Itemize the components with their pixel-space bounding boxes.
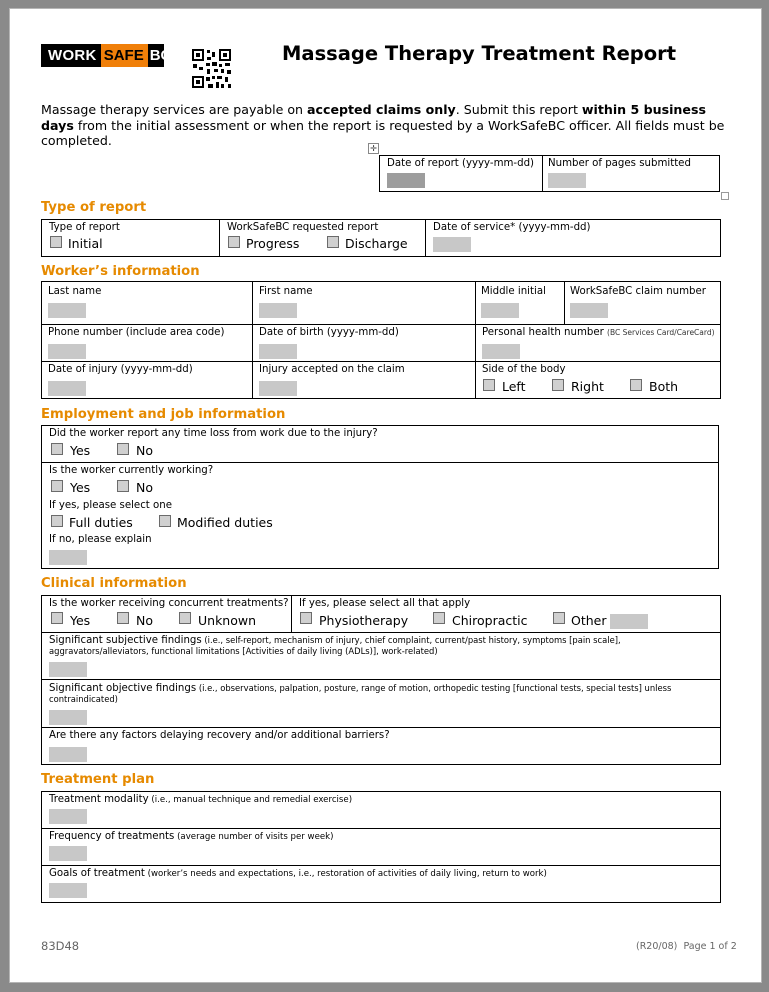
date-of-report-label: Date of report (yyyy-mm-dd) — [387, 158, 535, 169]
concurrent-no-checkbox[interactable] — [117, 612, 129, 624]
last-name-field[interactable] — [48, 303, 86, 318]
physiotherapy-checkbox[interactable] — [300, 612, 312, 624]
phn-note: (BC Services Card/CareCard) — [607, 328, 715, 337]
progress-checkbox[interactable] — [228, 236, 240, 248]
claim-number-field[interactable] — [570, 303, 608, 318]
chiropractic-label: Chiropractic — [452, 613, 528, 628]
last-name-label: Last name — [48, 286, 102, 297]
middle-initial-label: Middle initial — [481, 286, 546, 297]
right-checkbox[interactable] — [552, 379, 564, 391]
phone-field[interactable] — [48, 344, 86, 359]
section-clinical: Clinical information — [41, 576, 187, 591]
claim-number-label: WorkSafeBC claim number — [570, 286, 706, 297]
time-loss-question: Did the worker report any time loss from work due to the injury? — [49, 428, 378, 439]
concurrent-unknown-checkbox[interactable] — [179, 612, 191, 624]
type-label: Type of report — [49, 222, 120, 233]
date-of-injury-field[interactable] — [48, 381, 86, 396]
progress-label: Progress — [246, 236, 300, 251]
dob-label: Date of birth (yyyy-mm-dd) — [259, 327, 399, 338]
type-of-report-table — [41, 219, 721, 257]
subjective-findings-label: Significant subjective findings (i.e., self-report, mechanism of injury, chief complaint, current/past history, symptoms [pain scale], aggravators/alleviators, functional limitations [Activities of daily living (ADLs)], work-related) — [49, 635, 621, 656]
page-info — [636, 941, 737, 952]
both-label: Both — [649, 379, 679, 394]
concurrent-yes-label: Yes — [70, 613, 91, 628]
frequency-label: Frequency of treatments (average number of visits per week) — [49, 831, 334, 842]
employment-table — [41, 425, 719, 569]
pages-submitted-field[interactable] — [548, 173, 586, 188]
phn-field[interactable] — [482, 344, 520, 359]
time-loss-no-label: No — [136, 443, 153, 458]
currently-working-question: Is the worker currently working? — [49, 465, 214, 476]
page-title: Massage Therapy Treatment Report — [282, 42, 677, 65]
barriers-question: Are there any factors delaying recovery and/or additional barriers? — [49, 730, 390, 741]
left-checkbox[interactable] — [483, 379, 495, 391]
goals-field[interactable] — [49, 883, 87, 898]
injury-accepted-field[interactable] — [259, 381, 297, 396]
barriers-field[interactable] — [49, 747, 87, 762]
clinical-table — [41, 595, 721, 765]
date-of-report-field[interactable] — [387, 173, 425, 188]
concurrent-no-label: No — [136, 613, 153, 628]
middle-initial-field[interactable] — [481, 303, 519, 318]
working-no-label: No — [136, 480, 153, 495]
discharge-label: Discharge — [345, 236, 408, 251]
report-date-table — [379, 155, 720, 192]
phone-label: Phone number (include area code) — [48, 327, 225, 338]
chiropractic-checkbox[interactable] — [433, 612, 445, 624]
table-resize-handle[interactable] — [721, 192, 729, 200]
dob-field[interactable] — [259, 344, 297, 359]
time-loss-yes-label: Yes — [70, 443, 91, 458]
if-no-explain-field[interactable] — [49, 550, 87, 565]
qr-code-icon — [192, 49, 232, 89]
side-of-body-label: Side of the body — [482, 364, 566, 375]
other-label: Other — [571, 613, 607, 628]
if-yes-all-label: If yes, please select all that apply — [299, 598, 471, 609]
first-name-label: First name — [259, 286, 313, 297]
goals-label: Goals of treatment (worker’s needs and expectations, i.e., restoration of activities of daily living, return to work) — [49, 868, 547, 879]
left-label: Left — [502, 379, 526, 394]
date-of-service-field[interactable] — [433, 237, 471, 252]
section-worker-information: Worker’s information — [41, 264, 200, 279]
injury-accepted-label: Injury accepted on the claim — [259, 364, 405, 375]
time-loss-no-checkbox[interactable] — [117, 443, 129, 455]
frequency-field[interactable] — [49, 846, 87, 861]
discharge-checkbox[interactable] — [327, 236, 339, 248]
section-employment: Employment and job information — [41, 407, 286, 422]
form-id: 83D48 — [41, 939, 80, 953]
requested-report-label: WorkSafeBC requested report — [227, 222, 379, 233]
other-field[interactable] — [610, 614, 648, 629]
working-yes-checkbox[interactable] — [51, 480, 63, 492]
modality-field[interactable] — [49, 809, 87, 824]
objective-findings-label: Significant objective findings (i.e., observations, palpation, posture, range of motion, orthopedic testing [functional tests, special tests] unless contraindicated) — [49, 683, 672, 704]
section-type-of-report: Type of report — [41, 200, 147, 215]
form-page — [9, 8, 762, 983]
worksafebc-logo: WORK SAFE BC — [41, 44, 164, 67]
right-label: Right — [571, 379, 604, 394]
concurrent-yes-checkbox[interactable] — [51, 612, 63, 624]
intro-text: Massage therapy services are payable on accepted claims only. Submit this report within 5 business days from the initial assessment or when the report is requested by a WorkSafeBC officer. All fields must be completed. — [41, 102, 725, 148]
date-of-service-label: Date of service* (yyyy-mm-dd) — [433, 222, 591, 233]
modality-label: Treatment modality (i.e., manual technique and remedial exercise) — [49, 794, 353, 805]
physiotherapy-label: Physiotherapy — [319, 613, 409, 628]
page-number: Page 1 of 2 — [683, 941, 737, 952]
working-no-checkbox[interactable] — [117, 480, 129, 492]
subjective-findings-field[interactable] — [49, 662, 87, 677]
full-duties-checkbox[interactable] — [51, 515, 63, 527]
if-no-explain-label: If no, please explain — [49, 534, 152, 545]
date-of-injury-label: Date of injury (yyyy-mm-dd) — [48, 364, 193, 375]
initial-checkbox[interactable] — [50, 236, 62, 248]
objective-findings-field[interactable] — [49, 710, 87, 725]
worker-info-table — [41, 281, 721, 399]
pages-submitted-label: Number of pages submitted — [548, 158, 691, 169]
concurrent-unknown-label: Unknown — [198, 613, 257, 628]
time-loss-yes-checkbox[interactable] — [51, 443, 63, 455]
first-name-field[interactable] — [259, 303, 297, 318]
concurrent-question: Is the worker receiving concurrent treatments? — [49, 598, 289, 609]
if-yes-select-label: If yes, please select one — [49, 500, 172, 511]
modified-duties-checkbox[interactable] — [159, 515, 171, 527]
other-checkbox[interactable] — [553, 612, 565, 624]
modified-duties-label: Modified duties — [177, 515, 273, 530]
working-yes-label: Yes — [70, 480, 91, 495]
revision: (R20/08) — [636, 941, 678, 952]
both-checkbox[interactable] — [630, 379, 642, 391]
move-anchor-icon[interactable]: ✛ — [368, 143, 379, 154]
section-treatment-plan: Treatment plan — [41, 772, 155, 787]
full-duties-label: Full duties — [69, 515, 133, 530]
treatment-table — [41, 791, 721, 903]
phn-label: Personal health number (BC Services Card/CareCard) — [482, 327, 715, 338]
initial-label: Initial — [68, 236, 103, 251]
